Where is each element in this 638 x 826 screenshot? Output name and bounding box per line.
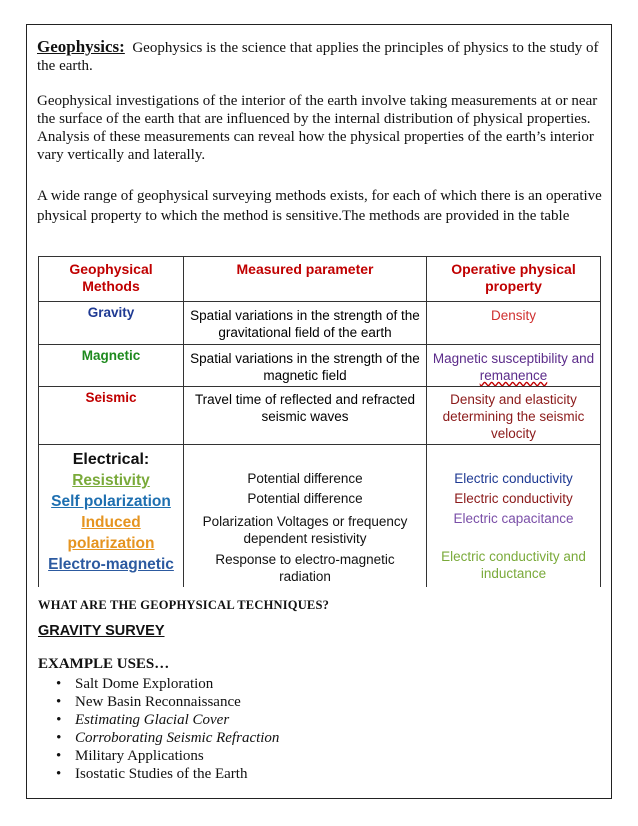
list-item: • Isostatic Studies of the Earth: [38, 765, 279, 783]
list-item: • Salt Dome Exploration: [38, 675, 279, 693]
method-electrical: [39, 445, 184, 588]
parameter-self-polarization: Potential difference: [247, 491, 363, 506]
example-uses-list: [38, 675, 279, 783]
methods-table: [38, 256, 601, 587]
parameter-seismic: Travel time of reflected and refracted seismic waves: [184, 387, 427, 445]
table-header-row: [39, 257, 601, 302]
property-magnetic-remanence: remanence: [479, 368, 548, 383]
table-row: [39, 345, 601, 387]
electrical-heading: Electrical:: [72, 451, 150, 468]
parameter-magnetic: Spatial variations in the strength of the magnetic field: [184, 345, 427, 387]
property-electro-magnetic: Electric conductivity and inductance: [441, 549, 586, 581]
method-electro-magnetic: Electro-magnetic: [48, 556, 174, 573]
table-row: [39, 387, 601, 445]
page-title: Geophysics:: [37, 37, 125, 56]
parameter-induced-polarization: Polarization Voltages or frequency dependent resistivity: [202, 514, 408, 546]
list-item: • Corroborating Seismic Refraction: [38, 729, 279, 747]
parameter-electro-magnetic: Response to electro-magnetic radiation: [215, 552, 395, 584]
parameter-resistivity: Potential difference: [247, 471, 363, 486]
list-item: • Military Applications: [38, 747, 279, 765]
table-row-electrical: [39, 445, 601, 588]
method-resistivity: Resistivity: [72, 472, 150, 489]
gravity-survey-heading: GRAVITY SURVEY: [38, 623, 165, 639]
method-gravity: Gravity: [39, 302, 184, 345]
property-magnetic-text: Magnetic susceptibility and: [432, 351, 595, 366]
geophysics-definition: Geophysics is the science that applies the principles of physics to the study of the earth.: [37, 40, 599, 74]
list-item: • New Basin Reconnaissance: [38, 693, 279, 711]
table-row: [39, 302, 601, 345]
parameter-electrical: [184, 445, 427, 588]
property-gravity: Density: [427, 302, 601, 345]
methods-intro-paragraph: A wide range of geophysical surveying methods exists, for each of which there is an operative physical property to which the method is sensitive.The methods are provided in the table: [37, 188, 602, 224]
techniques-question: WHAT ARE THE GEOPHYSICAL TECHNIQUES?: [38, 598, 330, 612]
property-electrical: [427, 445, 601, 588]
intro-paragraph: [37, 38, 603, 75]
header-parameter: Measured parameter: [184, 257, 427, 302]
list-item: • Estimating Glacial Cover: [38, 711, 279, 729]
property-seismic: Density and elasticity determining the seismic velocity: [427, 387, 601, 445]
example-uses-label: EXAMPLE USES…: [38, 656, 170, 672]
property-self-polarization: Electric conductivity: [454, 491, 573, 506]
property-magnetic: [427, 345, 601, 387]
header-methods: Geophysical Methods: [39, 257, 184, 302]
property-induced-polarization: Electric capacitance: [453, 511, 574, 526]
method-magnetic: Magnetic: [39, 345, 184, 387]
method-seismic: Seismic: [39, 387, 184, 445]
method-self-polarization: Self polarization: [51, 493, 171, 510]
investigation-paragraph: Geophysical investigations of the interior of the earth involve taking measurements at or near the surface of the earth that are influenced by the internal distribution of physical properties. Analysis of these measurements can reveal how the physical properties of the earth’s interior vary vertically and laterally.: [37, 93, 598, 163]
header-property: Operative physical property: [427, 257, 601, 302]
method-induced-polarization: Induced polarization: [67, 514, 155, 552]
property-resistivity: Electric conductivity: [454, 471, 573, 486]
parameter-gravity: Spatial variations in the strength of the gravitational field of the earth: [184, 302, 427, 345]
